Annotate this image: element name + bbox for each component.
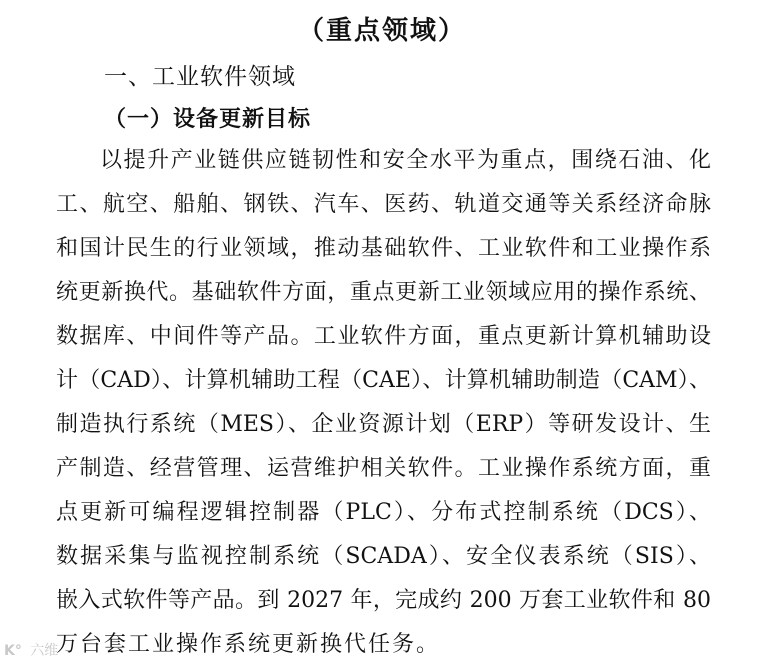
paragraph-line: 以提升产业链供应链韧性和安全水平为重点，围绕石油、化 [100,148,711,173]
paragraph-line: 嵌入式软件等产品。到 2027 年，完成约 200 万套工业软件和 80 [56,588,711,613]
paragraph-line: 统更新换代。基础软件方面，重点更新工业领域应用的操作系统、 [56,280,711,305]
section-heading: 一、工业软件领域 [104,64,296,90]
page-title: （重点领域） [297,16,466,46]
paragraph-line: 计（CAD）、计算机辅助工程（CAE）、计算机辅助制造（CAM）、 [56,368,711,393]
watermark [4,640,58,660]
subsection-heading: （一）设备更新目标 [104,107,312,132]
paragraph-line: 万台套工业操作系统更新换代任务。 [56,632,441,657]
paragraph-line: 点更新可编程逻辑控制器（PLC）、分布式控制系统（DCS）、 [56,500,711,525]
watermark-text: 六维 [30,643,59,659]
paragraph-line: 和国计民生的行业领域，推动基础软件、工业软件和工业操作系 [56,236,711,261]
paragraph-line: 制造执行系统（MES）、企业资源计划（ERP）等研发设计、生 [56,412,711,437]
paragraph-line: 工、航空、船舶、钢铁、汽车、医药、轨道交通等关系经济命脉 [56,192,711,217]
watermark-logo: K° [4,643,22,659]
paragraph-line: 数据采集与监视控制系统（SCADA）、安全仪表系统（SIS）、 [56,544,711,569]
paragraph-line: 数据库、中间件等产品。工业软件方面，重点更新计算机辅助设 [56,324,711,349]
paragraph-line: 产制造、经营管理、运营维护相关软件。工业操作系统方面，重 [56,456,711,481]
